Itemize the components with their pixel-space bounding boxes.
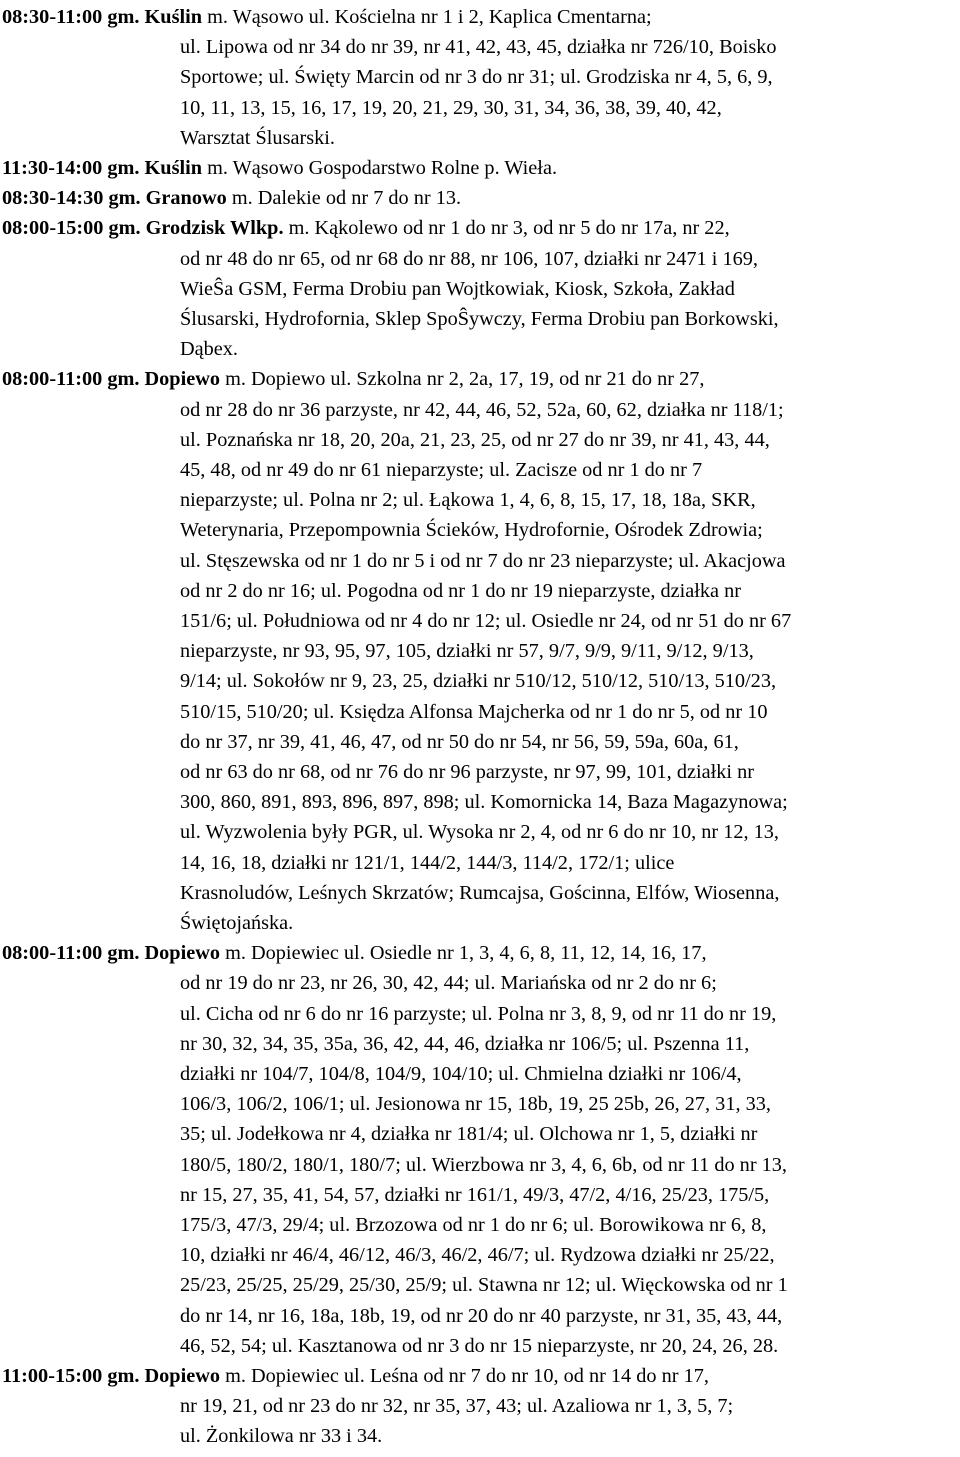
schedule-entry-line bbox=[2, 363, 704, 395]
location-text: 35; ul. Jodełkowa nr 4, działka nr 181/4; ul. Olchowa nr 1, 5, działki nr bbox=[180, 1123, 758, 1146]
schedule-continuation-line bbox=[180, 394, 784, 426]
schedule-continuation-line bbox=[180, 424, 770, 456]
schedule-continuation-line bbox=[180, 1209, 766, 1241]
time-and-commune: 08:30-14:30 gm. Granowo bbox=[2, 187, 227, 210]
schedule-continuation-line bbox=[180, 967, 717, 999]
schedule-continuation-line bbox=[180, 1330, 778, 1362]
location-text: Warsztat Ślusarski. bbox=[180, 126, 335, 149]
schedule-continuation-line bbox=[180, 514, 763, 546]
schedule-continuation-line bbox=[180, 454, 702, 486]
location-text: od nr 48 do nr 65, od nr 68 do nr 88, nr 106, 107, działki nr 2471 i 169, bbox=[180, 247, 758, 270]
location-text: 180/5, 180/2, 180/1, 180/7; ul. Wierzbowa nr 3, 4, 6, 6b, od nr 11 do nr 13, bbox=[180, 1153, 788, 1176]
schedule-continuation-line bbox=[180, 1149, 787, 1181]
schedule-entry-line bbox=[2, 182, 461, 214]
location-text: nr 15, 27, 35, 41, 54, 57, działki nr 161/1, 49/3, 47/2, 4/16, 25/23, 175/5, bbox=[180, 1183, 770, 1206]
location-text: 151/6; ul. Południowa od nr 4 do nr 12; ul. Osiedle nr 24, od nr 51 do nr 67 bbox=[180, 610, 792, 632]
location-text: od nr 2 do nr 16; ul. Pogodna od nr 1 do nr 19 nieparzyste, działka nr bbox=[180, 579, 742, 602]
schedule-continuation-line bbox=[180, 1118, 757, 1150]
schedule-entry-line bbox=[2, 1360, 709, 1392]
time-and-commune: 08:00-11:00 gm. Dopiewo bbox=[2, 368, 221, 391]
schedule-continuation-line bbox=[180, 122, 335, 154]
location-text: Sportowe; ul. Święty Marcin od nr 3 do nr 31; ul. Grodziska nr 4, 5, 6, 9, bbox=[180, 66, 773, 89]
schedule-continuation-line bbox=[180, 635, 754, 667]
location-text: do nr 14, nr 16, 18a, 18b, 19, od nr 20 do nr 40 parzyste, nr 31, 35, 43, 44, bbox=[180, 1304, 783, 1327]
location-text: 9/14; ul. Sokołów nr 9, 23, 25, działki nr 510/12, 510/12, 510/13, 510/23, bbox=[180, 670, 777, 693]
schedule-continuation-line bbox=[180, 484, 756, 516]
schedule-entry-line bbox=[2, 1, 652, 33]
schedule-continuation-line bbox=[180, 1239, 775, 1271]
schedule-continuation-line bbox=[180, 907, 293, 939]
schedule-continuation-line bbox=[180, 1390, 733, 1422]
schedule-continuation-line bbox=[180, 726, 739, 758]
time-and-commune: 08:00-15:00 gm. Grodzisk Wlkp. bbox=[2, 217, 284, 240]
schedule-continuation-line bbox=[180, 545, 786, 577]
schedule-continuation-line bbox=[180, 696, 768, 728]
location-text: 25/23, 25/25, 25/29, 25/30, 25/9; ul. Stawna nr 12; ul. Więckowska od nr 1 bbox=[180, 1274, 788, 1297]
location-text: ul. Poznańska nr 18, 20, 20a, 21, 23, 25, od nr 27 do nr 39, nr 41, 43, 44, bbox=[180, 428, 770, 451]
schedule-continuation-line bbox=[180, 92, 722, 124]
schedule-continuation-line bbox=[180, 575, 741, 607]
location-text: WieŜa GSM, Ferma Drobiu pan Wojtkowiak, Kiosk, Szkoła, Zakład bbox=[180, 277, 735, 300]
location-text: Świętojańska. bbox=[180, 912, 294, 934]
location-text: Weterynaria, Przepompownia Ścieków, Hydrofornie, Ośrodek Zdrowia; bbox=[180, 519, 763, 542]
location-text: 46, 52, 54; ul. Kasztanowa od nr 3 do nr 15 nieparzyste, nr 20, 24, 26, 28. bbox=[180, 1334, 779, 1357]
schedule-continuation-line bbox=[180, 605, 791, 637]
location-text: od nr 28 do nr 36 parzyste, nr 42, 44, 46, 52, 52a, 60, 62, działka nr 118/1; bbox=[180, 398, 784, 421]
schedule-entry-line bbox=[2, 152, 557, 184]
schedule-continuation-line bbox=[180, 1179, 769, 1211]
schedule-continuation-line bbox=[180, 665, 776, 697]
location-text: nr 19, 21, od nr 23 do nr 32, nr 35, 37, 43; ul. Azaliowa nr 1, 3, 5, 7; bbox=[180, 1395, 734, 1418]
location-text: 300, 860, 891, 893, 896, 897, 898; ul. Komornicka 14, Baza Magazynowa; bbox=[180, 791, 788, 814]
location-text: 45, 48, od nr 49 do nr 61 nieparzyste; ul. Zacisze od nr 1 do nr 7 bbox=[180, 459, 703, 481]
time-and-commune: 08:30-11:00 gm. Kuślin bbox=[2, 6, 203, 28]
location-text: m. Dopiewiec ul. Leśna od nr 7 do nr 10, od nr 14 do nr 17, bbox=[220, 1365, 709, 1387]
schedule-continuation-line bbox=[180, 1028, 749, 1060]
location-text: do nr 37, nr 39, 41, 46, 47, od nr 50 do nr 54, nr 56, 59, 59a, 60a, 61, bbox=[180, 730, 739, 753]
schedule-continuation-line bbox=[180, 1300, 782, 1332]
location-text: 14, 16, 18, działki nr 121/1, 144/2, 144/3, 114/2, 172/1; ulice bbox=[180, 851, 675, 874]
location-text: od nr 63 do nr 68, od nr 76 do nr 96 parzyste, nr 97, 99, 101, działki nr bbox=[180, 761, 754, 783]
schedule-continuation-line bbox=[180, 243, 758, 275]
schedule-continuation-line bbox=[180, 1269, 788, 1301]
schedule-continuation-line bbox=[180, 756, 754, 788]
schedule-continuation-line bbox=[180, 816, 779, 848]
location-text: nieparzyste; ul. Polna nr 2; ul. Łąkowa 1, 4, 6, 8, 15, 17, 18, 18a, SKR, bbox=[180, 489, 756, 512]
location-text: od nr 19 do nr 23, nr 26, 30, 42, 44; ul. Mariańska od nr 2 do nr 6; bbox=[180, 972, 717, 995]
location-text: 106/3, 106/2, 106/1; ul. Jesionowa nr 15, 18b, 19, 25 25b, 26, 27, 31, 33, bbox=[180, 1093, 771, 1116]
schedule-continuation-line bbox=[180, 847, 674, 879]
time-and-commune: 11:30-14:00 gm. Kuślin bbox=[2, 157, 203, 179]
location-text: nr 30, 32, 34, 35, 35a, 36, 42, 44, 46, działka nr 106/5; ul. Pszenna 11, bbox=[180, 1032, 750, 1055]
schedule-entry-line bbox=[2, 937, 707, 969]
location-text: 175/3, 47/3, 29/4; ul. Brzozowa od nr 1 do nr 6; ul. Borowikowa nr 6, 8, bbox=[180, 1214, 767, 1236]
location-text: Dąbex. bbox=[180, 338, 239, 361]
time-and-commune: 08:00-11:00 gm. Dopiewo bbox=[2, 942, 221, 965]
location-text: 10, działki nr 46/4, 46/12, 46/3, 46/2, 46/7; ul. Rydzowa działki nr 25/22, bbox=[180, 1244, 775, 1267]
location-text: Ślusarski, Hydrofornia, Sklep SpoŜywczy, Ferma Drobiu pan Borkowski, bbox=[180, 308, 779, 330]
location-text: m. Wąsowo Gospodarstwo Rolne p. Wieła. bbox=[202, 157, 558, 179]
schedule-continuation-line bbox=[180, 303, 779, 335]
location-text: m. Dopiewo ul. Szkolna nr 2, 2a, 17, 19, od nr 21 do nr 27, bbox=[220, 368, 705, 391]
location-text: ul. Żonkilowa nr 33 i 34. bbox=[180, 1425, 383, 1448]
location-text: ul. Stęszewska od nr 1 do nr 5 i od nr 7 do nr 23 nieparzyste; ul. Akacjowa bbox=[180, 549, 786, 572]
schedule-continuation-line bbox=[180, 998, 776, 1030]
location-text: ul. Cicha od nr 6 do nr 16 parzyste; ul. Polna nr 3, 8, 9, od nr 11 do nr 19, bbox=[180, 1002, 777, 1025]
location-text: Krasnoludów, Leśnych Skrzatów; Rumcajsa, Gościnna, Elfów, Wiosenna, bbox=[180, 881, 780, 904]
schedule-continuation-line bbox=[180, 31, 777, 63]
schedule-continuation-line bbox=[180, 333, 238, 365]
location-text: m. Wąsowo ul. Kościelna nr 1 i 2, Kaplica Cmentarna; bbox=[202, 6, 652, 28]
schedule-continuation-line bbox=[180, 1088, 771, 1120]
location-text: m. Dopiewiec ul. Osiedle nr 1, 3, 4, 6, 8, 11, 12, 14, 16, 17, bbox=[220, 942, 707, 965]
location-text: 510/15, 510/20; ul. Księdza Alfonsa Majcherka od nr 1 do nr 5, od nr 10 bbox=[180, 700, 768, 723]
location-text: m. Dalekie od nr 7 do nr 13. bbox=[226, 187, 462, 210]
schedule-continuation-line bbox=[180, 273, 735, 305]
location-text: ul. Wyzwolenia były PGR, ul. Wysoka nr 2, 4, od nr 6 do nr 10, nr 12, 13, bbox=[180, 821, 779, 844]
schedule-continuation-line bbox=[180, 786, 788, 818]
location-text: ul. Lipowa od nr 34 do nr 39, nr 41, 42, 43, 45, działka nr 726/10, Boisko bbox=[180, 36, 777, 59]
schedule-entry-line bbox=[2, 212, 730, 244]
schedule-continuation-line bbox=[180, 1058, 742, 1090]
schedule-continuation-line bbox=[180, 877, 779, 909]
location-text: nieparzyste, nr 93, 95, 97, 105, działki nr 57, 9/7, 9/9, 9/11, 9/12, 9/13, bbox=[180, 640, 754, 663]
location-text: 10, 11, 13, 15, 16, 17, 19, 20, 21, 29, 30, 31, 34, 36, 38, 39, 40, 42, bbox=[180, 96, 722, 119]
schedule-continuation-line bbox=[180, 61, 773, 93]
location-text: m. Kąkolewo od nr 1 do nr 3, od nr 5 do nr 17a, nr 22, bbox=[283, 217, 730, 240]
schedule-continuation-line bbox=[180, 1420, 382, 1452]
time-and-commune: 11:00-15:00 gm. Dopiewo bbox=[2, 1365, 221, 1387]
location-text: działki nr 104/7, 104/8, 104/9, 104/10; ul. Chmielna działki nr 106/4, bbox=[180, 1063, 742, 1085]
